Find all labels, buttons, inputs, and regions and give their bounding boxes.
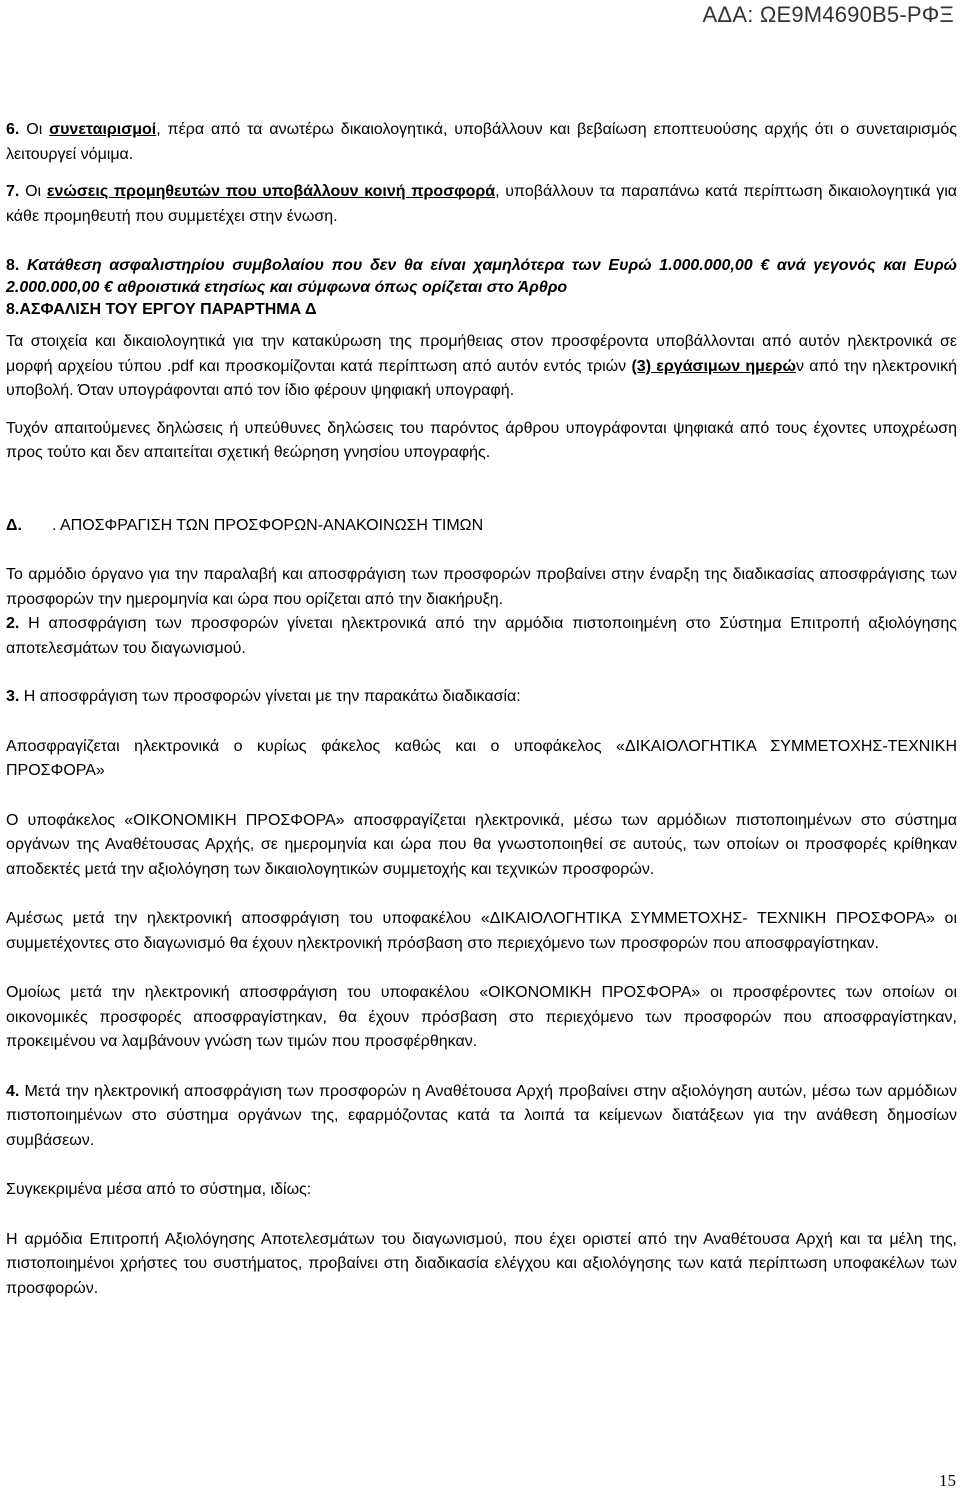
paragraph-specifically: Συγκεκριμένα μέσα από το σύστημα, ιδίως: <box>6 1181 312 1198</box>
item-4-text: Μετά την ηλεκτρονική αποσφράγιση των προσφορών η Αναθέτουσα Αρχή προβαίνει στην αξιολόγηση αυτών, μέσω των αρμόδιων πιστοποιημένων στο σύστημα οργάνων της, εφαρμόζοντας κατά τα λοιπά τα κείμενων διατάξεων για την ανάθεση δημοσίων συμβάσεων. <box>6 1082 957 1149</box>
document-body <box>6 118 957 1301</box>
item-6-number: 6. <box>6 121 20 138</box>
paragraph-financial-envelope: Ο υποφάκελος «ΟΙΚΟΝΟΜΙΚΗ ΠΡΟΣΦΟΡΑ» αποσφραγίζεται ηλεκτρονικά, μέσω των αρμόδιων πιστοποιημένων στο σύστημα οργάνων της Αναθέτουσας Αρχής, σε ημερομηνία και ώρα που θα γνωστοποιηθεί σε αυτούς, των οποίων οι προσφορές κρίθηκαν αποδεκτές μετά την αξιολόγηση των δικαιολογητικών συμμετοχής και τεχνικών προσφορών. <box>6 811 957 878</box>
paragraph-access-financial: Ομοίως μετά την ηλεκτρονική αποσφράγιση του υποφακέλου «ΟΙΚΟΝΟΜΙΚΗ ΠΡΟΣΦΟΡΑ» οι προσφέροντες των οποίων οι οικονομικές προσφορές αποσφραγίστηκαν, θα έχουν πρόσβαση στο περιεχόμενο των προσφορών που αποσφραγίστηκαν, προκειμένου να λαμβάνουν γνώση των τιμών που προσφέρθηκαν. <box>6 984 957 1050</box>
paragraph-adjudication-pre: Τα στοιχεία και δικαιολογητικά για την κατακύρωση της προμήθειας στον προσφέροντα υποβάλλονται από αυτόν ηλεκτρονικά σε μορφή αρχείου τύπου .pdf και προσκομίζονται κατά περίπτωση από αυτόν εντός τριών <box>6 333 957 375</box>
item-2 <box>6 612 957 661</box>
paragraph-opening: Το αρμόδιο όργανο για την παραλαβή και αποσφράγιση των προσφορών προβαίνει στην έναρξη της διαδικασίας αποσφράγισης των προσφορών την ημερομηνία και ώρα που ορίζεται από την διακήρυξη. <box>6 566 957 608</box>
item-7-emphasis: ενώσεις προμηθευτών που υποβάλλουν κοινή προσφορά <box>46 183 496 200</box>
item-3-number: 3. <box>6 688 20 705</box>
paragraph-main-envelope: Αποσφραγίζεται ηλεκτρονικά ο κυρίως φάκελος καθώς και ο υποφάκελος «ΔΙΚΑΙΟΛΟΓΗΤΙΚΑ ΣΥΜΜΕΤΟΧΗΣ-ΤΕΧΝΙΚΗ ΠΡΟΣΦΟΡΑ» <box>6 737 957 779</box>
item-8-number: 8. <box>6 257 20 274</box>
paragraph-committee: Η αρμόδια Επιτροπή Αξιολόγησης Αποτελεσμάτων του διαγωνισμού, που έχει οριστεί από την Αναθέτουσα Αρχή και τα μέλη της, πιστοποιημένοι χρήστες του συστήματος, προβαίνει στη διαδικασία ελέγχου και αξιολόγησης των κατά περίπτωση υποφακέλων των προσφορών. <box>6 1230 957 1297</box>
paragraph-access-technical: Αμέσως μετά την ηλεκτρονική αποσφράγιση του υποφακέλου «ΔΙΚΑΙΟΛΟΓΗΤΙΚΑ ΣΥΜΜΕΤΟΧΗΣ- ΤΕΧΝΙΚΗ ΠΡΟΣΦΟΡΑ» οι συμμετέχοντες στο διαγωνισμό θα έχουν ηλεκτρονική πρόσβαση στο περιεχόμενο των προσφορών που αποσφραγίστηκαν. <box>6 910 957 952</box>
item-2-text: Η αποσφράγιση των προσφορών γίνεται ηλεκτρονικά από την αρμόδια πιστοποιημένη στο Σύστημα Επιτροπή αξιολόγησης αποτελεσμάτων του διαγωνισμού. <box>6 615 957 657</box>
item-6-text: , πέρα από τα ανωτέρω δικαιολογητικά, υποβάλλουν και βεβαίωση εποπτευούσης αρχής ότι ο συνεταιρισμός λειτουργεί νόμιμα. <box>6 121 958 163</box>
item-6-emphasis: συνεταιρισμοί <box>49 121 157 138</box>
item-6 <box>6 118 957 167</box>
item-7-pre: Οι <box>19 183 47 200</box>
ada-code: ΑΔΑ: ΩΕ9Μ4690Β5-ΡΦΞ <box>702 2 954 27</box>
item-7 <box>6 180 957 229</box>
item-4-number: 4. <box>6 1082 20 1100</box>
item-8 <box>6 255 957 299</box>
section-title: . ΑΠΟΣΦΡΑΓΙΣΗ ΤΩΝ ΠΡΟΣΦΟΡΩΝ-ΑΝΑΚΟΙΝΩΣΗ ΤΙΜΩΝ <box>51 516 484 534</box>
section-letter: Δ. <box>6 516 22 534</box>
item-3 <box>6 685 957 710</box>
item-4 <box>6 1080 957 1154</box>
paragraph-declarations: Τυχόν απαιτούμενες δηλώσεις ή υπεύθυνες δηλώσεις του παρόντος άρθρου υπογράφονται ψηφιακά από τους έχοντες υποχρέωση προς τούτο και δεν απαιτείται σχετική θεώρηση γνησίου υπογραφής. <box>6 419 957 461</box>
section-heading <box>6 514 957 539</box>
item-7-text: , υποβάλλουν τα παραπάνω κατά περίπτωση δικαιολογητικά για κάθε προμηθευτή που συμμετέχει στην ένωση. <box>6 183 957 225</box>
item-2-number: 2. <box>6 615 20 632</box>
paragraph-adjudication <box>6 330 957 404</box>
item-7-number: 7. <box>6 183 20 200</box>
item-8-tail: 8.ΑΣΦΑΛΙΣΗ ΤΟΥ ΕΡΓΟΥ ΠΑΡΑΡΤΗΜΑ Δ <box>6 301 317 318</box>
item-3-text: Η αποσφράγιση των προσφορών γίνεται με την παρακάτω διαδικασία: <box>19 688 521 705</box>
page-number: 15 <box>939 1471 956 1490</box>
paragraph-adjudication-post: ν από την ηλεκτρονική υποβολή. Όταν υπογράφονται από τον ίδιο φέρουν ψηφιακή υπογραφή. <box>6 357 958 399</box>
item-8-text: Κατάθεση ασφαλιστηρίου συμβολαίου που δεν θα είναι χαμηλότερα των Ευρώ 1.000.000,00 € ανά γεγονός και Ευρώ 2.000.000,00 € αθροιστικά ετησίως και σύμφωνα όπως ορίζεται στο Άρθρο <box>6 257 957 296</box>
item-6-pre: Οι <box>19 121 50 138</box>
paragraph-adjudication-days: (3) εργάσιμων ημερώ <box>631 357 796 375</box>
